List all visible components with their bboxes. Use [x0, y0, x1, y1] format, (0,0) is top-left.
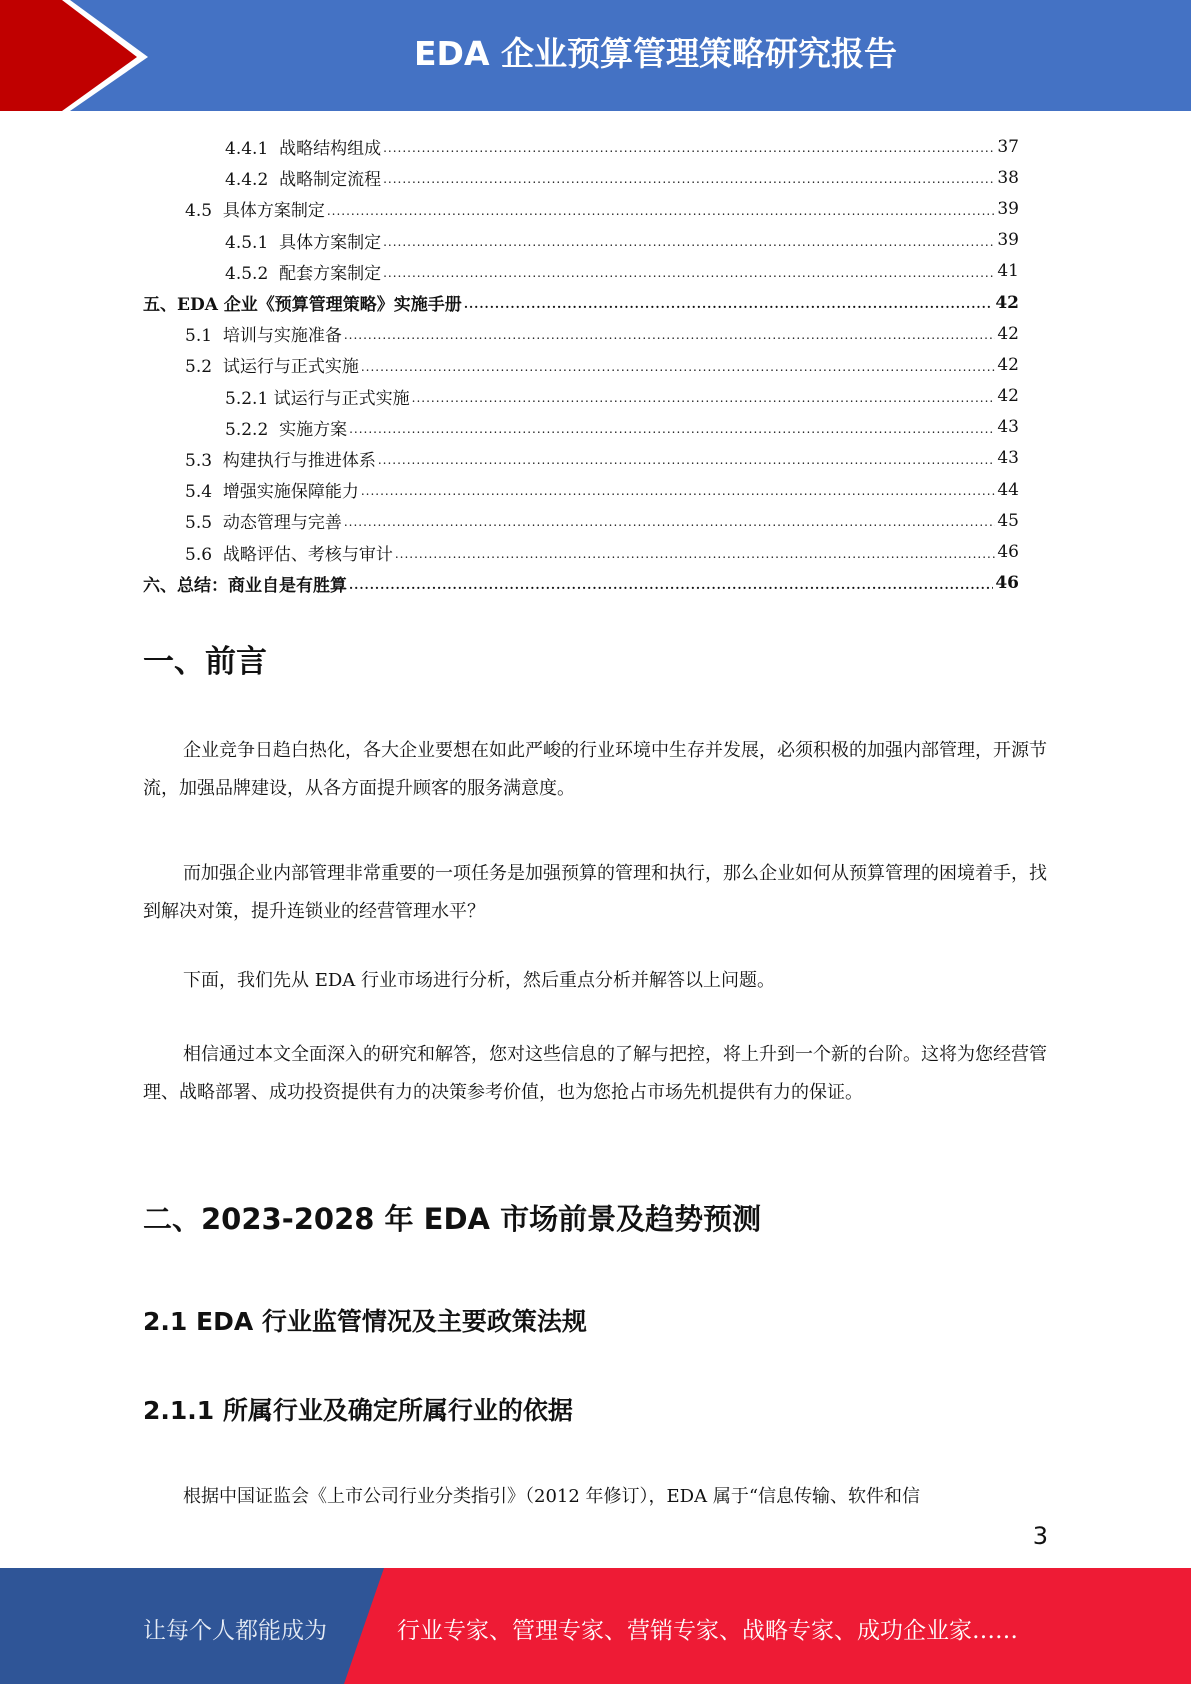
- section-title-ch2: 二、2023-2028 年 EDA 市场前景及趋势预测: [143, 1202, 762, 1236]
- toc-entry-label: 5.2.1 试运行与正式实施: [225, 388, 410, 409]
- toc-entry[interactable]: [143, 412, 1019, 443]
- toc-entry-label: 5.5 动态管理与完善: [185, 513, 342, 534]
- toc-leader-dots: [378, 453, 996, 474]
- toc-entry-page: 39: [997, 230, 1019, 251]
- toc-leader-dots: [464, 297, 994, 318]
- toc-entry-page: 38: [997, 167, 1019, 188]
- toc-entry-page: 43: [997, 448, 1019, 469]
- toc-leader-dots: [412, 391, 996, 412]
- toc-entry-page: 42: [995, 292, 1019, 313]
- toc-entry-page: 42: [997, 386, 1019, 407]
- section-title-preface: 一、前言: [143, 644, 267, 680]
- toc-leader-dots: [361, 484, 996, 505]
- toc-entry[interactable]: [143, 536, 1019, 567]
- toc-leader-dots: [383, 235, 995, 256]
- toc-entry-page: 44: [997, 479, 1019, 500]
- toc-entry[interactable]: [143, 225, 1019, 256]
- toc-leader-dots: [383, 266, 995, 287]
- page-number: 3: [1032, 1522, 1048, 1550]
- footer-slogan-right: 行业专家、管理专家、营销专家、战略专家、成功企业家……: [397, 1618, 1018, 1644]
- toc-entry-label: 4.4.2 战略制定流程: [225, 170, 382, 191]
- toc-leader-dots: [383, 141, 995, 162]
- toc-entry-page: 39: [997, 198, 1019, 219]
- toc-leader-dots: [349, 578, 993, 599]
- toc-entry[interactable]: [143, 474, 1019, 505]
- paragraph: 而加强企业内部管理非常重要的一项任务是加强预算的管理和执行，那么企业如何从预算管理的困境着手，找到解决对策，提升连锁业的经营管理水平？: [143, 863, 1047, 922]
- toc-entry-page: 42: [997, 323, 1019, 344]
- toc-entry-label: 4.5.1 具体方案制定: [225, 232, 382, 253]
- toc-leader-dots: [344, 515, 996, 536]
- page-header: [0, 0, 1191, 111]
- toc-leader-dots: [349, 422, 995, 443]
- toc-entry[interactable]: [143, 381, 1019, 412]
- toc-entry-label: 六、总结：商业自是有胜算: [143, 575, 347, 596]
- toc-entry[interactable]: [143, 162, 1019, 193]
- toc-entry[interactable]: [143, 318, 1019, 349]
- toc-entry[interactable]: [143, 443, 1019, 474]
- header-title: EDA 企业预算管理策略研究报告: [414, 34, 897, 73]
- toc-entry[interactable]: [143, 505, 1019, 536]
- toc-entry-page: 42: [997, 354, 1019, 375]
- toc-entry-label: 5.1 培训与实施准备: [185, 326, 342, 347]
- paragraph: 根据中国证监会《上市公司行业分类指引》（2012 年修订），EDA 属于“信息传输、软件和信: [183, 1486, 921, 1507]
- toc-leader-dots: [344, 328, 996, 349]
- paragraph: 企业竞争日趋白热化，各大企业要想在如此严峻的行业环境中生存并发展，必须积极的加强内部管理，开源节流，加强品牌建设，从各方面提升顾客的服务满意度。: [143, 740, 1047, 799]
- paragraph: 下面，我们先从 EDA 行业市场进行分析，然后重点分析并解答以上问题。: [183, 970, 776, 991]
- toc-entry[interactable]: [143, 568, 1019, 599]
- toc-leader-dots: [327, 204, 996, 225]
- toc-entry-page: 41: [997, 261, 1019, 282]
- paragraph: 相信通过本文全面深入的研究和解答，您对这些信息的了解与把控，将上升到一个新的台阶。这将为您经营管理、战略部署、成功投资提供有力的决策参考价值，也为您抢占市场先机提供有力的保证。: [143, 1044, 1047, 1103]
- toc-entry-page: 37: [997, 136, 1019, 157]
- toc-entry-label: 5.2.2 实施方案: [225, 419, 348, 440]
- toc-entry[interactable]: [143, 131, 1019, 162]
- toc-entry-page: 46: [997, 542, 1019, 563]
- toc-entry[interactable]: [143, 193, 1019, 224]
- toc-entry[interactable]: [143, 287, 1019, 318]
- section-title-2-1: 2.1 EDA 行业监管情况及主要政策法规: [143, 1307, 587, 1336]
- footer-slogan-left: 让每个人都能成为: [143, 1618, 327, 1644]
- toc-entry-label: 5.6 战略评估、考核与审计: [185, 544, 393, 565]
- toc-leader-dots: [361, 360, 996, 381]
- toc-entry-label: 4.5 具体方案制定: [185, 201, 325, 222]
- toc-entry-page: 46: [995, 573, 1019, 594]
- toc-entry-label: 4.4.1 战略结构组成: [225, 139, 382, 160]
- toc-entry-label: 4.5.2 配套方案制定: [225, 263, 382, 284]
- page-footer: [0, 1568, 1191, 1684]
- toc-entry[interactable]: [143, 256, 1019, 287]
- table-of-contents: [143, 131, 1019, 599]
- toc-entry-page: 45: [997, 510, 1019, 531]
- toc-leader-dots: [383, 172, 995, 193]
- toc-entry-label: 5.3 构建执行与推进体系: [185, 450, 376, 471]
- toc-entry-page: 43: [997, 417, 1019, 438]
- toc-entry[interactable]: [143, 349, 1019, 380]
- toc-entry-label: 五、EDA 企业《预算管理策略》实施手册: [143, 295, 462, 316]
- toc-entry-label: 5.2 试运行与正式实施: [185, 357, 359, 378]
- toc-entry-label: 5.4 增强实施保障能力: [185, 482, 359, 503]
- toc-leader-dots: [395, 547, 996, 568]
- section-title-2-1-1: 2.1.1 所属行业及确定所属行业的依据: [143, 1396, 573, 1425]
